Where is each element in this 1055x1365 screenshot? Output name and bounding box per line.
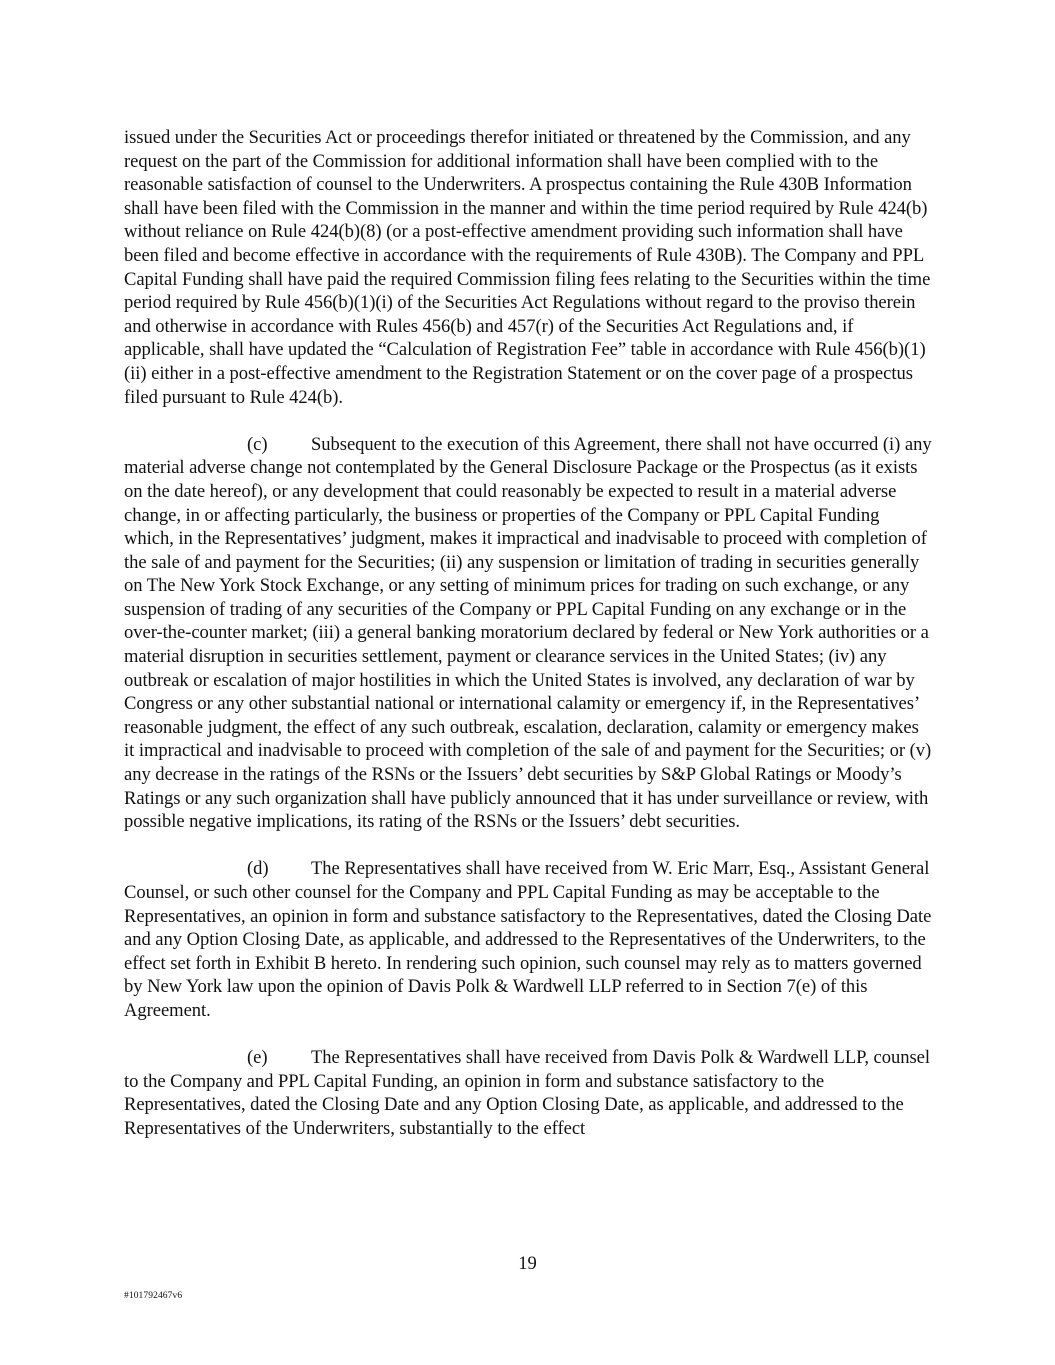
document-id: #101792467v6 <box>124 1291 183 1301</box>
paragraph-label: (c) <box>247 433 268 455</box>
paragraph-c <box>124 433 932 834</box>
paragraph-text: Subsequent to the execution of this Agreement, there shall not have occurred (i) any material adverse change not contemplated by the General Disclosure Package or the Prospectus (as it exists on the date hereof), or any development that could reasonably be expected to result in a material adverse change, in or affecting particularly, the business or properties of the Company or PPL Capital Funding which, in the Representatives’ judgment, makes it impractical and inadvisable to proceed with completion of the sale of and payment for the Securities; (ii) any suspension or limitation of trading in securities generally on The New York Stock Exchange, or any setting of minimum prices for trading on such exchange, or any suspension of trading of any securities of the Company or PPL Capital Funding on any exchange or in the over-the-counter market; (iii) a general banking moratorium declared by federal or New York authorities or a material disruption in securities settlement, payment or clearance services in the United States; (iv) any outbreak or escalation of major hostilities in which the United States is involved, any declaration of war by Congress or any other substantial national or international calamity or emergency if, in the Representatives’ reasonable judgment, the effect of any such outbreak, escalation, declaration, calamity or emergency makes it impractical and inadvisable to proceed with completion of the sale of and payment for the Securities; or (v) any decrease in the ratings of the RSNs or the Issuers’ debt securities by S&P Global Ratings or Moody’s Ratings or any such organization shall have publicly announced that it has under surveillance or review, with possible negative implications, its rating of the RSNs or the Issuers’ debt securities. <box>124 433 932 833</box>
paragraph-text: The Representatives shall have received from Davis Polk & Wardwell LLP, counsel to the Company and PPL Capital Funding, an opinion in form and substance satisfactory to the Representatives, dated the Closing Date and any Option Closing Date, as applicable, and addressed to the Representatives of the Underwriters, substantially to the effect <box>124 1047 930 1139</box>
paragraph-continuation <box>124 126 932 409</box>
paragraph-text: issued under the Securities Act or proceedings therefor initiated or threatened by the Commission, and any request on the part of the Commission for additional information shall have been complied with to the reasonable satisfaction of counsel to the Underwriters. A prospectus containing the Rule 430B Information shall have been filed with the Commission in the manner and within the time period required by Rule 424(b) without reliance on Rule 424(b)(8) (or a post-effective amendment providing such information shall have been filed and become effective in accordance with the requirements of Rule 430B). The Company and PPL Capital Funding shall have paid the required Commission filing fees relating to the Securities within the time period required by Rule 456(b)(1)(i) of the Securities Act Regulations without regard to the proviso therein and otherwise in accordance with Rules 456(b) and 457(r) of the Securities Act Regulations and, if applicable, shall have updated the “Calculation of Registration Fee” table in accordance with Rule 456(b)(1)(ii) either in a post-effective amendment to the Registration Statement or on the cover page of a prospectus filed pursuant to Rule 424(b). <box>124 127 931 408</box>
body-text <box>124 126 932 1141</box>
paragraph-label: (d) <box>247 858 269 880</box>
paragraph-label: (e) <box>247 1047 268 1069</box>
paragraph-text: The Representatives shall have received from W. Eric Marr, Esq., Assistant General Counsel, or such other counsel for the Company and PPL Capital Funding as may be acceptable to the Representatives, an opinion in form and substance satisfactory to the Representatives, dated the Closing Date and any Option Closing Date, as applicable, and addressed to the Representatives of the Underwriters, to the effect set forth in Exhibit B hereto. In rendering such opinion, such counsel may rely as to matters governed by New York law upon the opinion of Davis Polk & Wardwell LLP referred to in Section 7(e) of this Agreement. <box>124 858 932 1021</box>
page-number: 19 <box>518 1253 537 1274</box>
paragraph-d <box>124 857 932 1022</box>
paragraph-e <box>124 1046 932 1140</box>
